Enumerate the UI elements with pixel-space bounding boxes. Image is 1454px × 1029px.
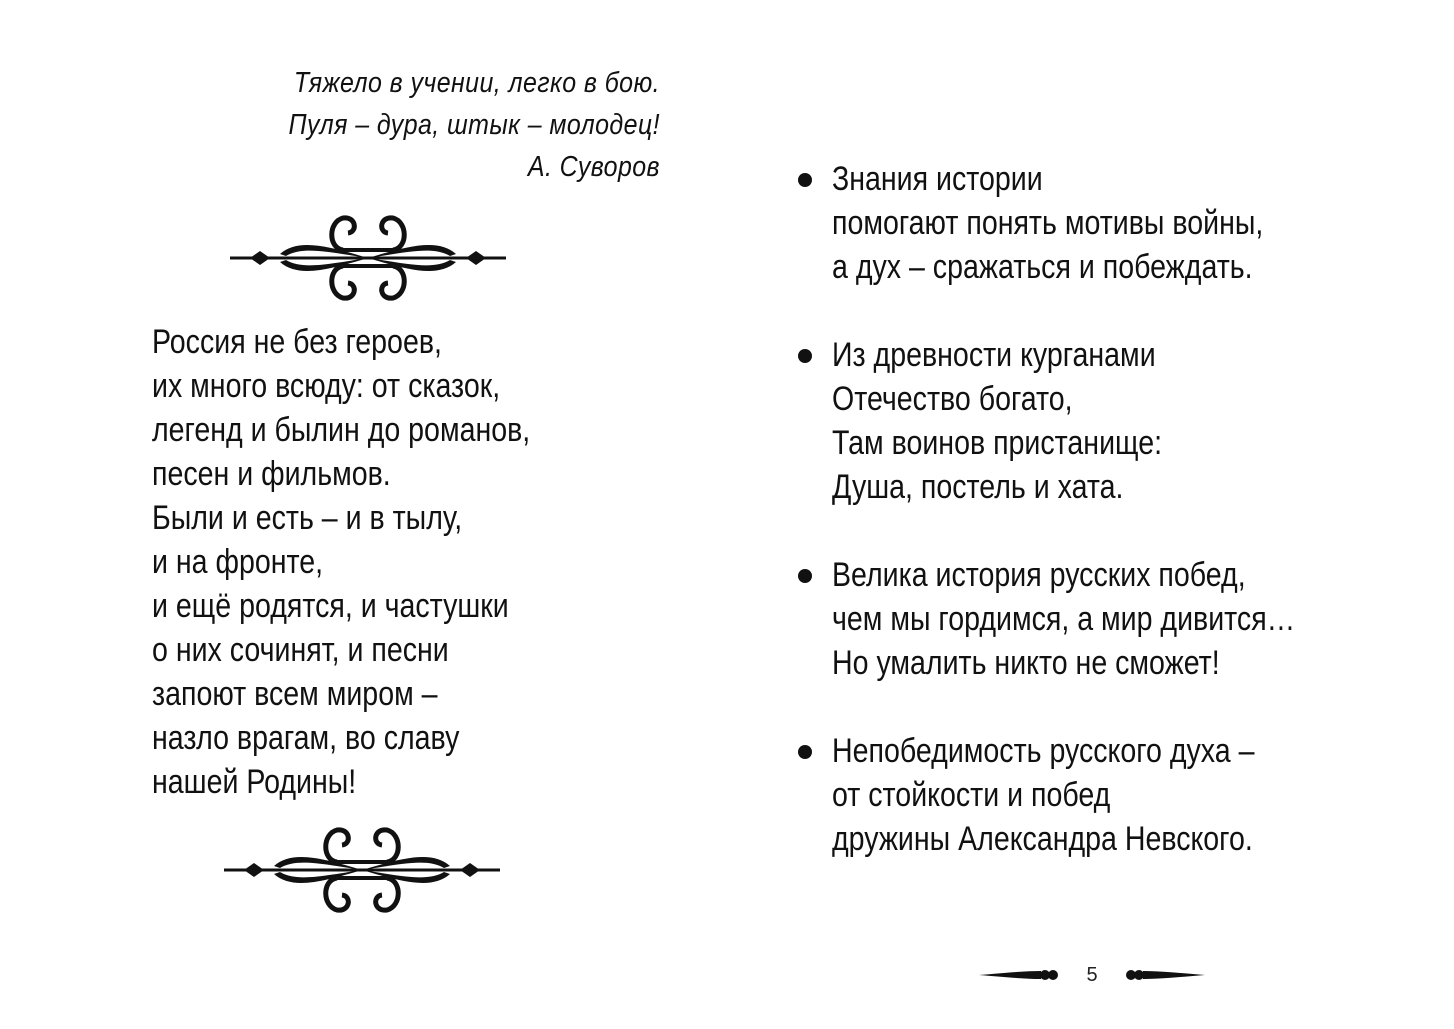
- poem-line: и ещё родятся, и частушки: [152, 587, 509, 625]
- list-item: [792, 157, 1383, 289]
- list-item-line: Отечество богато,: [832, 380, 1073, 418]
- epigraph-line: Пуля – дура, штык – молодец!: [288, 109, 660, 141]
- poem-line: Были и есть – и в тылу,: [152, 499, 463, 537]
- poem-line: запоют всем миром –: [152, 675, 438, 713]
- bullet-icon: [798, 569, 812, 583]
- bullet-icon: [798, 173, 812, 187]
- poem-line: назло врагам, во славу: [152, 719, 460, 757]
- list-item-line: Знания истории: [832, 160, 1043, 198]
- page-footer: [979, 962, 1205, 988]
- list-item-line: помогают понять мотивы войны,: [832, 204, 1264, 242]
- bullet-icon: [798, 745, 812, 759]
- list-item: [792, 553, 1383, 685]
- poem-line: о них сочинят, и песни: [152, 631, 449, 669]
- epigraph-author: А. Суворов: [527, 151, 660, 183]
- right-page: [727, 0, 1454, 1029]
- flourish-divider-icon: [228, 208, 508, 308]
- list-item-line: чем мы гордимся, а мир дивится…: [832, 600, 1296, 638]
- list-item-line: Непобедимость русского духа –: [832, 732, 1255, 770]
- list-item-line: Душа, постель и хата.: [832, 468, 1124, 506]
- poem: [152, 320, 530, 804]
- list-item-line: Из древности курганами: [832, 336, 1156, 374]
- list-item-line: Но умалить никто не сможет!: [832, 644, 1220, 682]
- list-item: [792, 333, 1383, 509]
- list-item: [792, 729, 1383, 861]
- bullet-list: [792, 157, 1383, 861]
- poem-line: Россия не без героев,: [152, 323, 442, 361]
- list-item-line: а дух – сражаться и побеждать.: [832, 248, 1253, 286]
- list-item-line: Там воинов пристанище:: [832, 424, 1163, 462]
- poem-line: нашей Родины!: [152, 763, 357, 801]
- bullet-icon: [798, 349, 812, 363]
- list-item-line: Велика история русских побед,: [832, 556, 1246, 594]
- page-number: 5: [1086, 964, 1098, 986]
- epigraph-line: Тяжело в учении, легко в бою.: [293, 67, 660, 99]
- poem-line: легенд и былин до романов,: [152, 411, 531, 449]
- flourish-divider-icon: [222, 820, 502, 920]
- list-item-line: дружины Александра Невского.: [832, 820, 1253, 858]
- poem-line: и на фронте,: [152, 543, 324, 581]
- spear-ornament-icon: [979, 968, 1059, 982]
- spear-ornament-icon: [1125, 968, 1205, 982]
- epigraph: [256, 62, 660, 188]
- poem-line: их много всюду: от сказок,: [152, 367, 501, 405]
- poem-line: песен и фильмов.: [152, 455, 391, 493]
- list-item-line: от стойкости и побед: [832, 776, 1111, 814]
